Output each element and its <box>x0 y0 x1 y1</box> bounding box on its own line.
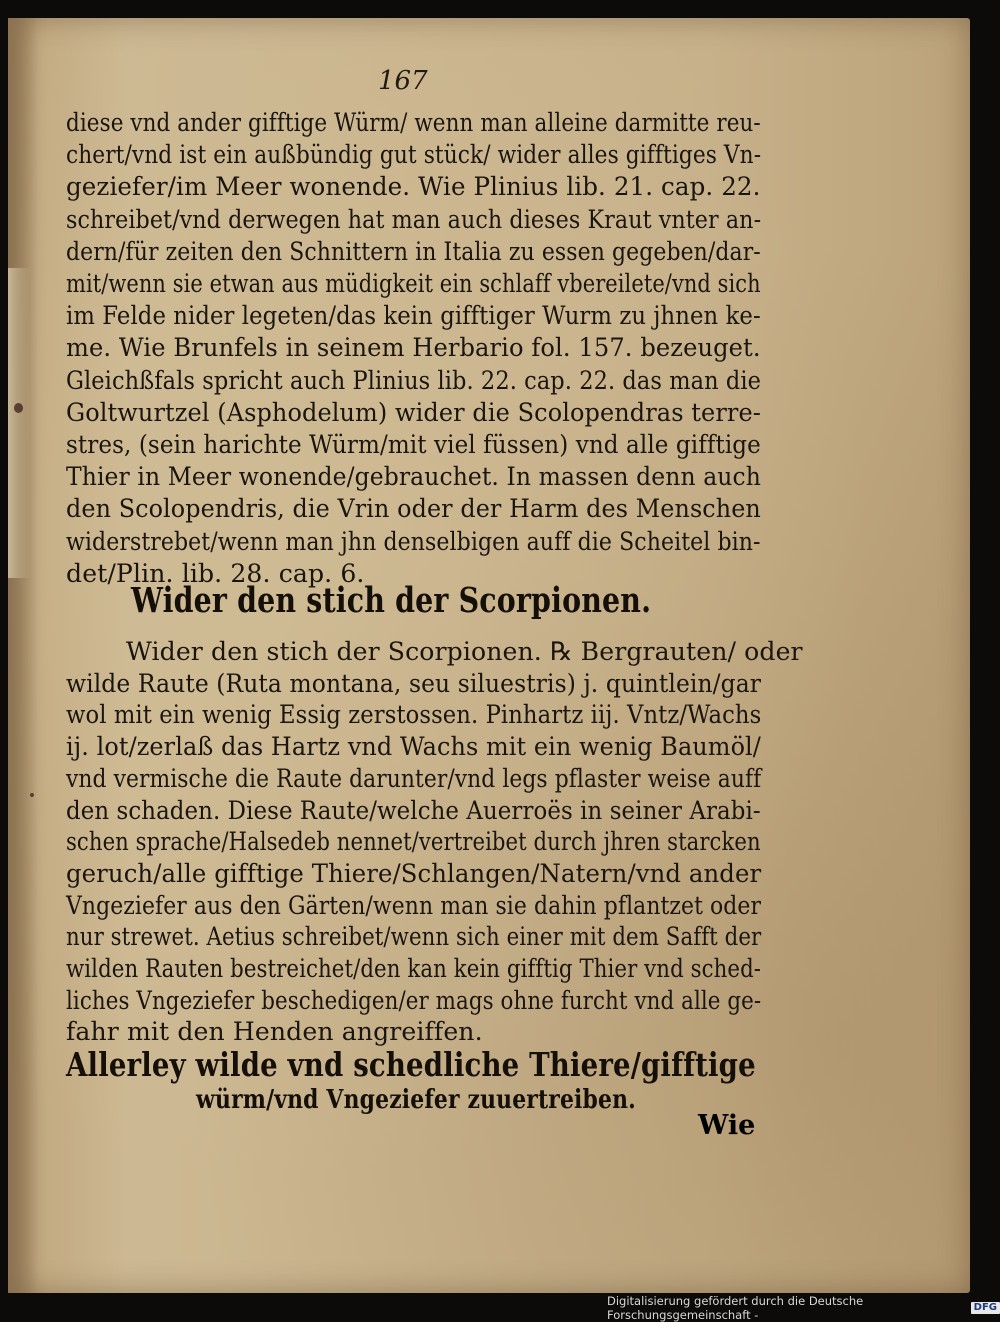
text-line: schreibet/vnd derwegen hat man auch dieses Kraut vnter an- <box>66 204 762 235</box>
text-line: dern/für zeiten den Schnittern in Italia zu essen gegeben/dar- <box>66 236 761 267</box>
page-number: 167 <box>378 66 428 96</box>
credit-text: Digitalisierung gefördert durch die Deutsche Forschungsgemeinschaft - <box>607 1294 864 1322</box>
text-line: vnd vermische die Raute darunter/vnd legs pflaster weise auff <box>66 763 762 794</box>
text-line: geruch/alle gifftige Thiere/Schlangen/Natern/vnd ander <box>66 858 762 889</box>
text-line: Wider den stich der Scorpionen. ℞ Bergrauten/ oder <box>126 637 803 667</box>
text-line: liches Vngeziefer beschedigen/er mags ohne furcht vnd alle ge- <box>66 985 762 1016</box>
text-line: Goltwurtzel (Asphodelum) wider die Scolopendras terre- <box>66 397 761 428</box>
section-heading-wild-animals-line-1: Allerley wilde vnd schedliche Thiere/gifftige <box>66 1045 756 1084</box>
text-line: wol mit ein wenig Essig zerstossen. Pinhartz iij. Vntz/Wachs <box>66 700 762 731</box>
text-line: im Felde nider legeten/das kein gifftiger Wurm zu jhnen ke- <box>66 301 761 332</box>
text-line: stres, (sein harichte Würm/mit viel füssen) vnd alle gifftige <box>66 430 761 460</box>
text-line: widerstrebet/wenn man jhn denselbigen auff die Scheitel bin- <box>66 526 761 557</box>
catchword: Wie <box>698 1110 756 1141</box>
digitization-credit <box>607 1294 1000 1322</box>
ink-spot <box>30 793 34 797</box>
text-line: diese vnd ander gifftige Würm/ wenn man alleine darmitte reu- <box>66 108 761 138</box>
dfg-logo-icon: DFG <box>971 1302 1000 1314</box>
text-line: mit/wenn sie etwan aus müdigkeit ein schlaff vbereilete/vnd sich <box>66 269 761 299</box>
text-line: nur strewet. Aetius schreibet/wenn sich einer mit dem Safft der <box>66 922 762 953</box>
text-line: det/Plin. lib. 28. cap. 6. <box>66 558 365 589</box>
text-line: geziefer/im Meer wonende. Wie Plinius lib. 21. cap. 22. <box>66 172 761 203</box>
text-line: fahr mit den Henden angreiffen. <box>66 1017 483 1048</box>
text-line: wilden Rauten bestreichet/den kan kein gifftig Thier vnd sched- <box>66 954 762 984</box>
ink-spot <box>14 403 23 413</box>
text-line: den schaden. Diese Raute/welche Auerroës in seiner Arabi- <box>66 795 761 826</box>
section-heading-scorpions: Wider den stich der Scorpionen. <box>131 580 652 621</box>
section-heading-wild-animals-line-2: würm/vnd Vngeziefer zuuertreiben. <box>196 1085 636 1115</box>
text-line: ij. lot/zerlaß das Hartz vnd Wachs mit ein wenig Baumöl/ <box>66 732 761 763</box>
text-line: wilde Raute (Ruta montana, seu siluestris) j. quintlein/gar <box>66 668 762 699</box>
text-line: chert/vnd ist ein außbündig gut stück/ wider alles gifftiges Vn- <box>66 140 762 171</box>
text-line: Vngeziefer aus den Gärten/wenn man sie dahin pflantzet oder <box>66 890 762 921</box>
text-line: schen sprache/Halsedeb nennet/vertreibet durch jhren starcken <box>66 827 761 858</box>
book-page <box>8 18 970 1293</box>
text-line: Thier in Meer wonende/gebrauchet. In massen denn auch <box>66 462 761 493</box>
text-line: Gleichßfals spricht auch Plinius lib. 22. cap. 22. das man die <box>66 365 761 396</box>
text-line: den Scolopendris, die Vrin oder der Harm des Menschen <box>66 494 761 525</box>
page-gutter-shadow <box>8 18 38 1293</box>
page-edge-wear <box>8 268 30 578</box>
text-line: me. Wie Brunfels in seinem Herbario fol. 157. bezeuget. <box>66 333 761 364</box>
